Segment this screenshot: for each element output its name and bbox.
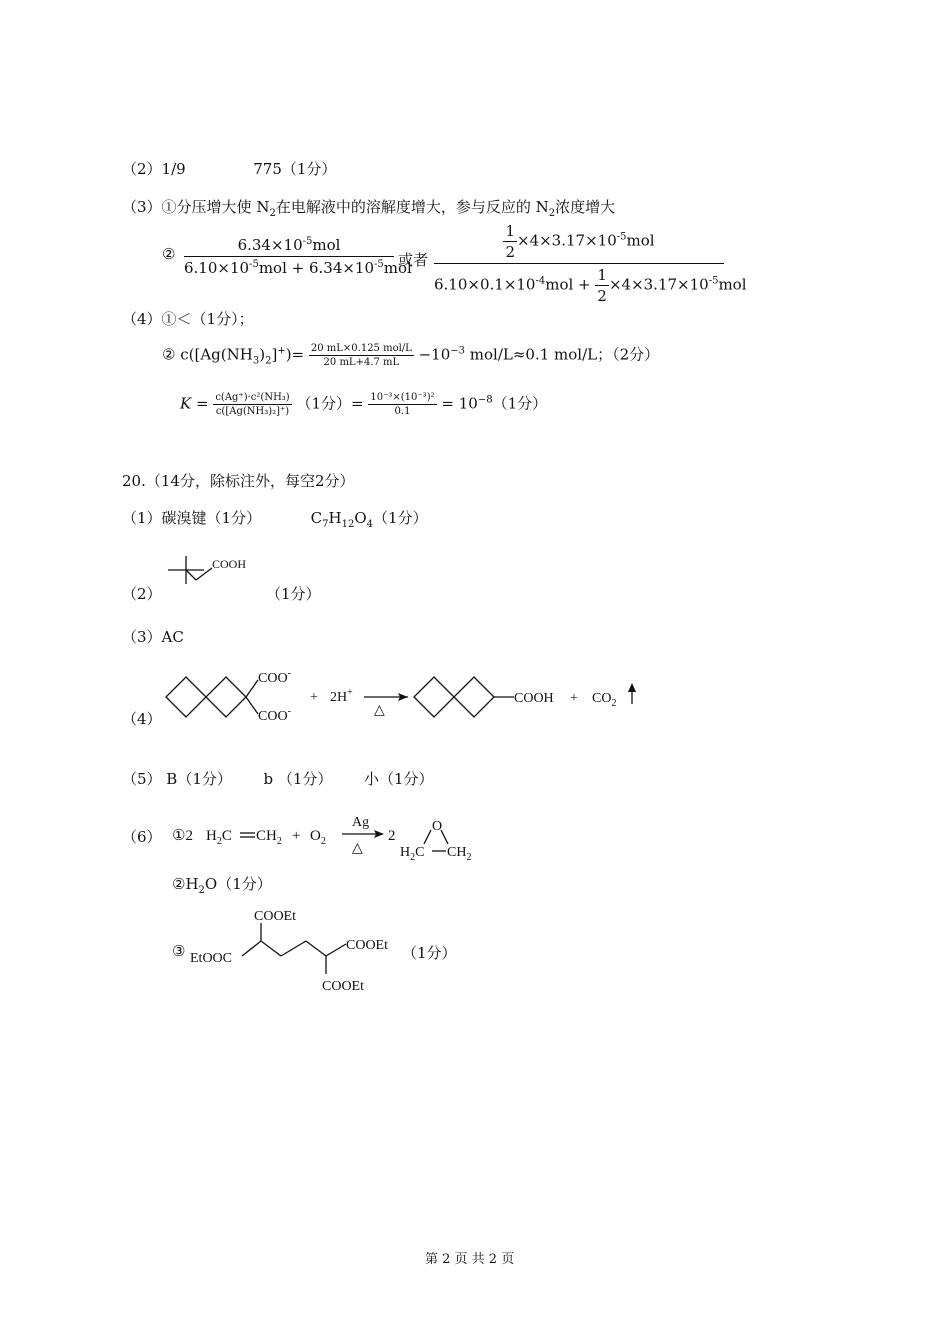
k-mid: （1分）= (296, 394, 364, 413)
f2-num-exp: -5 (616, 231, 627, 243)
s1-h: H (328, 509, 342, 527)
ethylene-ch2: $CH_2$ (256, 828, 282, 847)
f2-den-exp: -4 (535, 275, 546, 287)
s1-o: O (354, 509, 367, 527)
s6-label: （6） (122, 828, 162, 846)
k-num-1: c(Ag⁺)·c²(NH₃) (215, 392, 290, 403)
half-num-2: 1 (597, 266, 607, 284)
ring-right (206, 677, 246, 717)
half-den-2: 2 (597, 287, 607, 305)
ethylene-oxidation-reaction (170, 808, 490, 862)
s1-score: （1分） (373, 509, 428, 527)
bond (306, 941, 326, 956)
q2-line (122, 158, 336, 179)
coo-top: COO- (258, 668, 291, 686)
q3-circle-2: ② (162, 245, 176, 263)
f1-num-unit: mol (312, 236, 341, 254)
s1-line (122, 507, 428, 530)
q4-label: （4） (122, 310, 162, 328)
s1-c: C (310, 509, 323, 527)
co2: $CO_2$ (592, 691, 617, 709)
page-footer: 第 2 页 共 2 页 (425, 1252, 515, 1267)
q2-value-2: 775（1分） (253, 160, 337, 178)
q4-p2-b: ) (259, 345, 266, 364)
s1-sub-12: 12 (341, 519, 355, 530)
f1-num-exp: -5 (302, 236, 313, 247)
bond (186, 570, 196, 580)
bond (246, 680, 258, 697)
concentration-fraction (309, 343, 414, 368)
half-num: 1 (505, 222, 515, 240)
bond (242, 941, 261, 956)
cooh-label: COOH (212, 557, 247, 571)
oxygen: $O_2$ (310, 828, 326, 847)
f1-den-unit: mol (383, 259, 412, 277)
neopentyl-acetic-acid-structure (160, 552, 270, 592)
heat-symbol: △ (352, 841, 363, 856)
fraction-2-numerator (434, 222, 724, 264)
s5-line (122, 768, 433, 789)
question-20-header: 20.（14分，除标注外，每空2分） (122, 472, 355, 490)
q4-k-line (180, 392, 547, 417)
silver-catalyst: Ag (352, 815, 370, 830)
tetraester-structure (186, 906, 406, 998)
bond (246, 697, 258, 714)
conc-den: 20 mL+4.7 mL (323, 357, 400, 368)
coo-bottom: COO- (258, 706, 291, 724)
q4-p2-f: mol/L≈0.1 mol/L；（2分） (469, 345, 660, 364)
half-den: 2 (505, 243, 515, 261)
q4-p2-e-sup: −3 (450, 345, 466, 357)
gas-arrow-head (628, 683, 636, 692)
q3-sub-a: 2 (269, 208, 276, 219)
q4-p2-sup: + (277, 345, 286, 357)
bond (424, 830, 431, 844)
s5-b: b （1分） (263, 770, 333, 788)
product-ring-left (414, 677, 454, 717)
ring-left (166, 677, 206, 717)
plus-1: + (310, 690, 318, 705)
bond (326, 944, 346, 956)
etooc-left: EtOOC (190, 951, 232, 966)
q4-line-2 (162, 343, 659, 368)
fraction-2 (434, 222, 747, 305)
q4-line-1 (122, 308, 254, 329)
q4-p2-sub2: 2 (265, 355, 272, 367)
f1-den-exp2: -5 (374, 259, 384, 270)
s6-line-2 (172, 873, 272, 896)
f2-den-exp2: -5 (708, 275, 719, 287)
q4-p2-d: )= (285, 345, 305, 364)
bond (261, 941, 281, 956)
q2-label: （2） (122, 160, 162, 178)
plus-2: + (570, 691, 578, 706)
s1-label: （1）碳溴键（1分） (122, 509, 262, 527)
f1-den: 6.10×10 (184, 259, 250, 277)
fraction-1-numerator (184, 236, 394, 257)
q4-p2-sub: 3 (252, 355, 260, 367)
s3-line: （3）AC (122, 628, 184, 646)
q3-sub-b: 2 (548, 208, 556, 219)
cooet-right: COOEt (346, 938, 388, 953)
product-ring-right (454, 677, 494, 717)
half-fraction-2 (595, 266, 609, 305)
s1-sub-7: 7 (322, 519, 329, 530)
cooet-top: COOEt (254, 909, 296, 924)
heat-symbol: △ (374, 703, 385, 718)
fraction-2-denominator (434, 264, 747, 305)
k-label: K = (180, 394, 209, 413)
q3-line-1 (122, 196, 615, 219)
k-fraction-2 (368, 392, 436, 417)
epoxide-oxygen: O (432, 819, 443, 834)
q3-label: （3） (122, 198, 162, 216)
bond (281, 941, 306, 956)
q3-text-b: 在电解液中的溶解度增大，参与反应的 N (275, 198, 549, 216)
product-cooh: COOH (514, 691, 554, 706)
f1-den-mid: mol + 6.34×10 (258, 259, 375, 277)
q4-p2-a: ② c([Ag(NH (162, 345, 253, 364)
s6-circle-3: ③ (172, 942, 186, 960)
fraction-1 (184, 236, 412, 277)
s2-score: （1分） (266, 585, 321, 603)
cooet-bottom: COOEt (322, 979, 364, 994)
coefficient-2: 2 (388, 828, 396, 844)
f2-den-unit: mol (718, 275, 747, 294)
q3-or: 或者 (398, 251, 429, 269)
fraction-1-denominator (184, 257, 412, 277)
s2-label: （2） (122, 585, 162, 603)
s6-p2-a: ②H (172, 875, 199, 893)
s6-p2-sub: 2 (198, 885, 205, 896)
s4-label: （4） (122, 710, 162, 728)
f2-den-a: 6.10×0.1×10 (434, 275, 536, 294)
s1-sub-4: 4 (366, 519, 374, 530)
k-fraction-1 (213, 392, 291, 417)
f1-den-exp: -5 (249, 259, 259, 270)
k-end-sup: −8 (477, 394, 493, 406)
q4-part-1: ①＜（1分）； (161, 310, 254, 328)
f2-den-b: mol + (545, 275, 591, 294)
f2-num: ×4×3.17×10 (517, 231, 617, 250)
k-end-b: （1分） (492, 394, 548, 413)
s6-p1: ①2 (172, 828, 193, 844)
k-end-a: = 10 (441, 394, 478, 413)
s5-small: 小（1分） (363, 770, 434, 788)
half-fraction (503, 222, 517, 261)
s6-plus: + (292, 828, 301, 844)
f1-num: 6.34×10 (237, 236, 303, 254)
bond (441, 830, 448, 844)
q4-p2-c: ] (271, 345, 278, 364)
f2-den-c: ×4×3.17×10 (608, 275, 709, 294)
q4-p2-e: −10 (418, 345, 451, 364)
f2-num-unit: mol (626, 231, 655, 250)
epoxide-ch2: $CH_2$ (447, 845, 472, 862)
conc-num: 20 mL×0.125 mol/L (310, 343, 412, 354)
ethylene-h2c: $H_2C$ (206, 828, 232, 847)
s6-p2-b: O（1分） (204, 875, 272, 893)
k-num-2: 10⁻³×(10⁻³)² (370, 392, 435, 403)
s5-label: （5） B（1分） (122, 770, 232, 788)
k-den-2: 0.1 (394, 406, 411, 417)
k-den-1: c([Ag(NH₃)₂]⁺) (215, 406, 290, 417)
epoxide-h2c: $H_2C$ (400, 845, 425, 862)
s6-p3-score: （1分） (402, 944, 457, 962)
proton: 2H+ (330, 687, 353, 705)
spiro-decarboxylation-reaction (160, 662, 650, 732)
q3-text-a: ①分压增大使 N (161, 198, 270, 216)
q3-text-c: 浓度增大 (555, 198, 616, 216)
q2-value-1: 1/9 (161, 160, 186, 178)
